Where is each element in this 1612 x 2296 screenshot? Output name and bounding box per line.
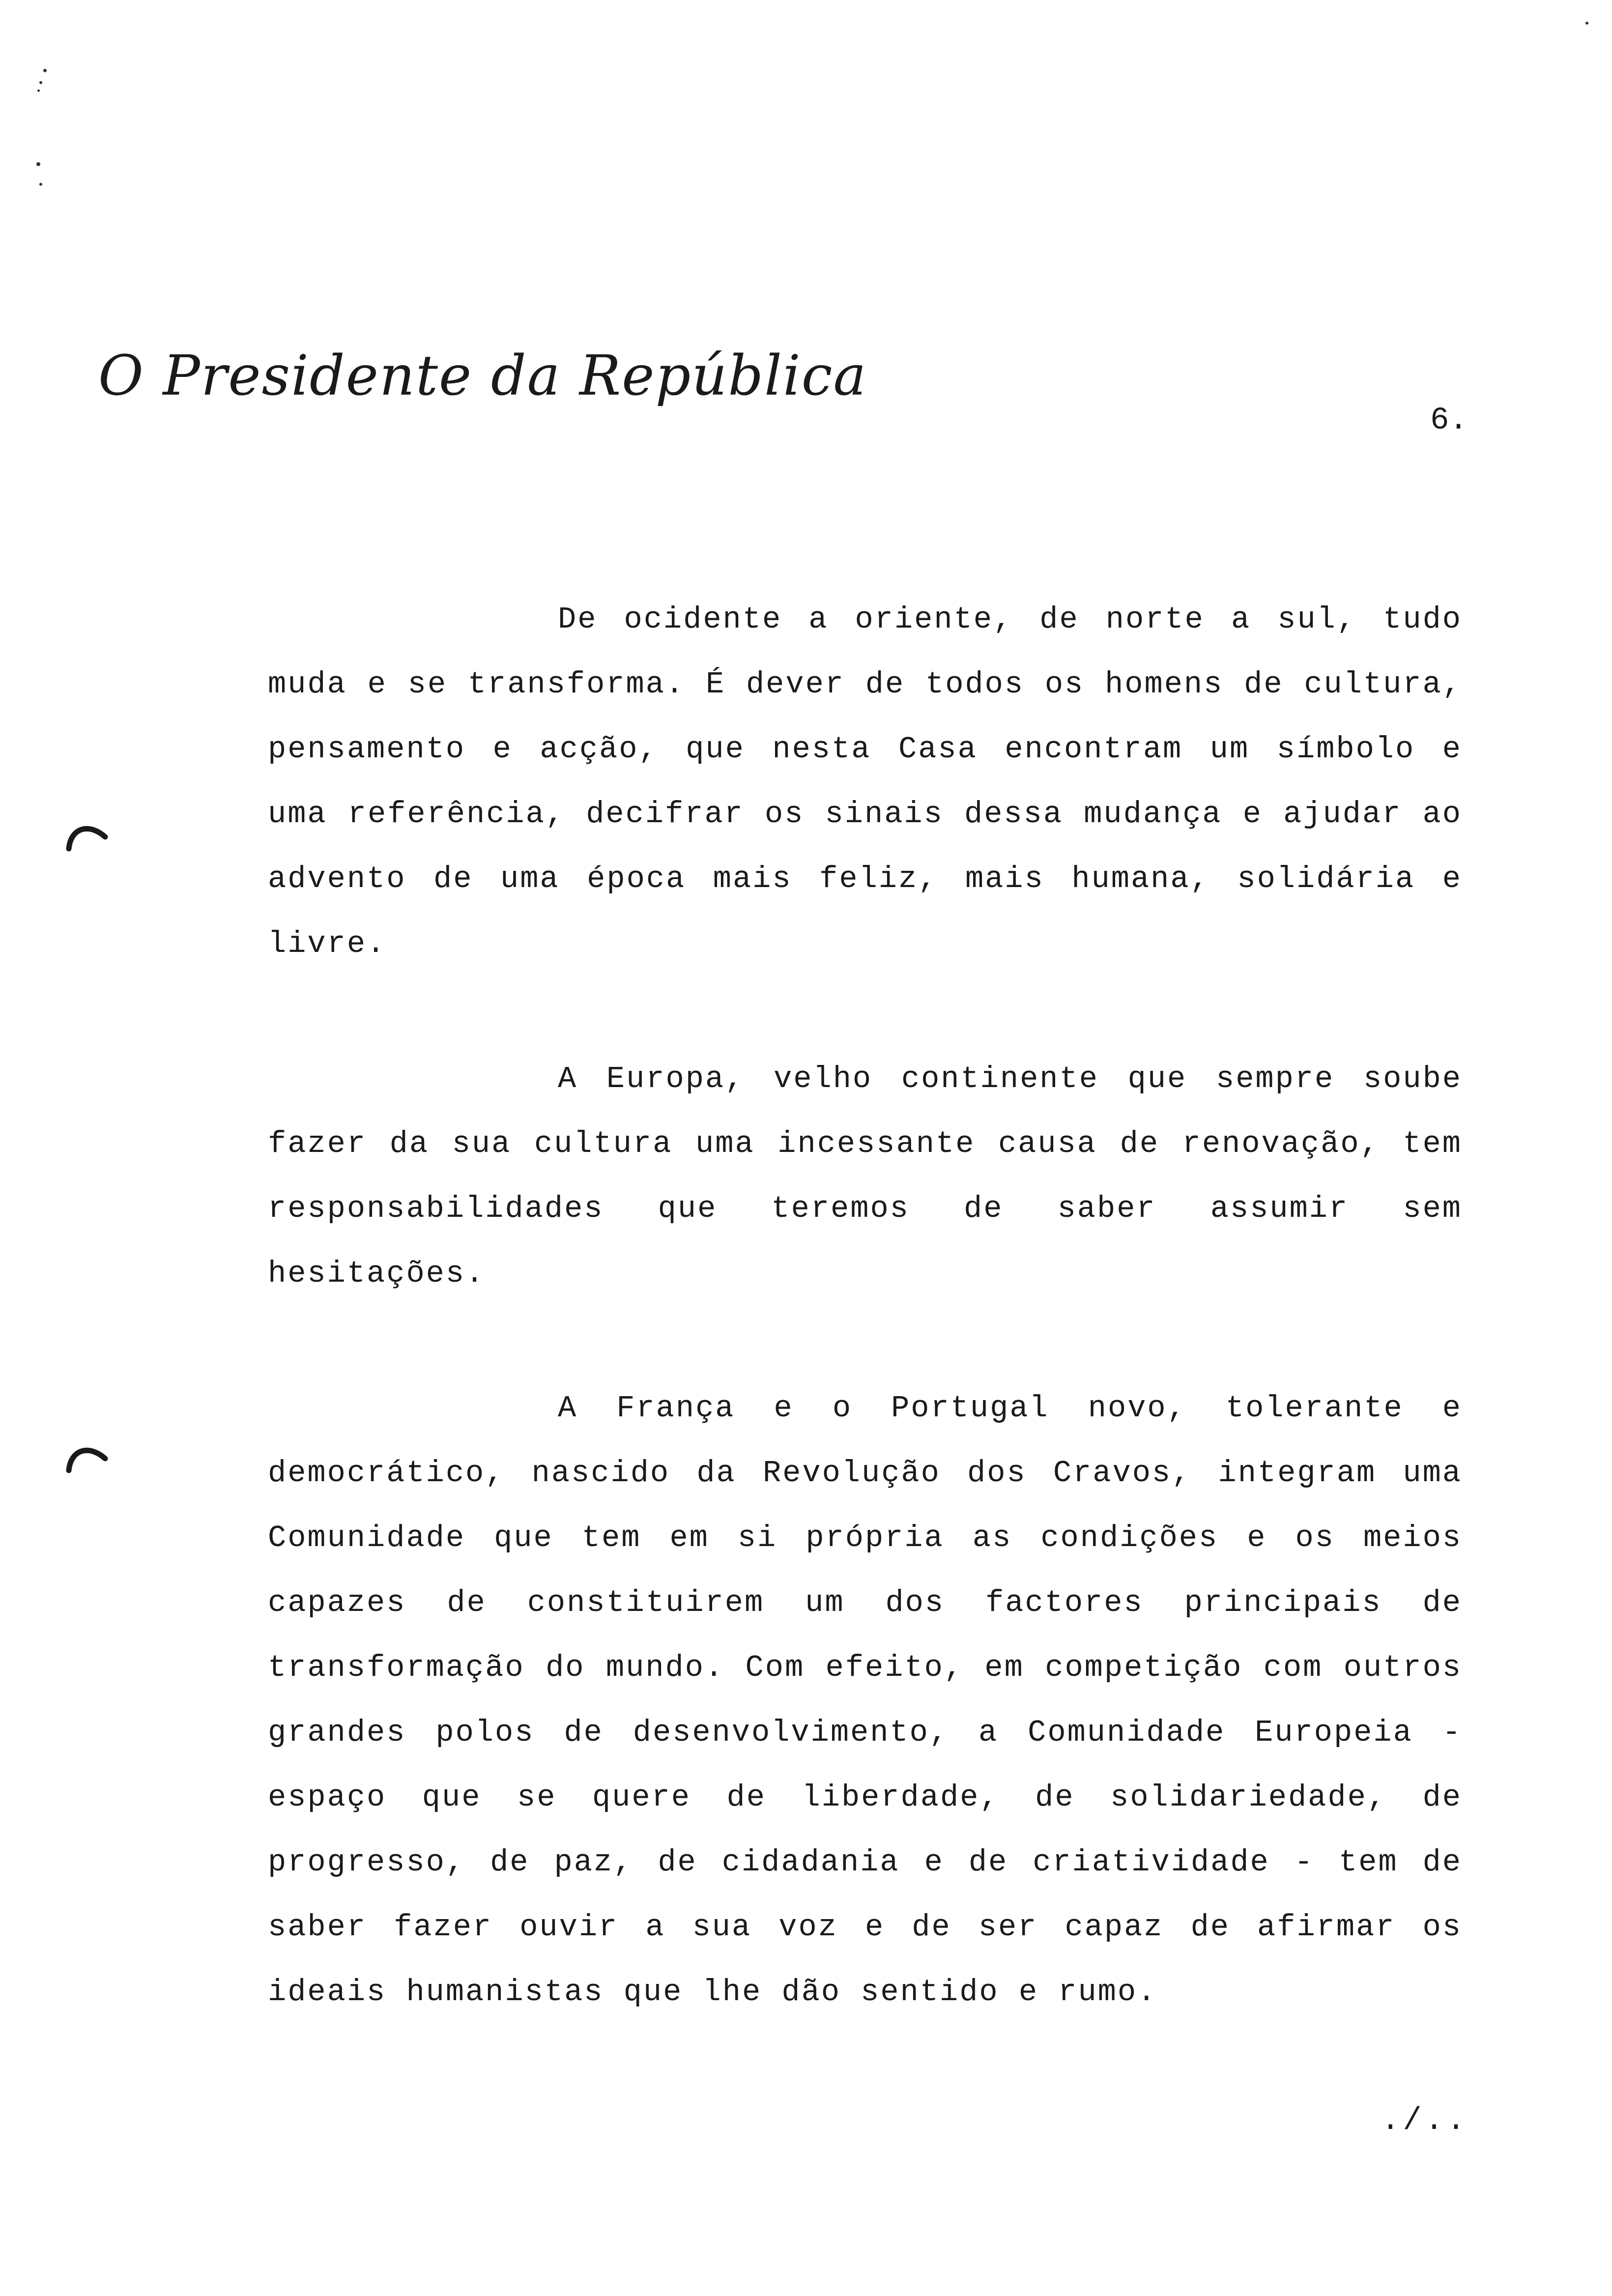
letterhead: O Presidente da República (98, 344, 867, 408)
punch-hole-mark (64, 818, 108, 853)
page-number: 6. (1430, 403, 1468, 438)
scan-speck (43, 69, 47, 72)
continuation-mark: ./.. (1381, 2103, 1468, 2139)
scan-speck (1585, 22, 1588, 25)
scan-speck (37, 89, 40, 92)
paragraph: De ocidente a oriente, de norte a sul, tudo muda e se transforma. É dever de todos os homens de cultura, pensamento e acção, que nesta Casa encontram um símbolo e uma referência, decifrar os sinais dessa mudança e ajudar ao advento de uma época mais feliz, mais humana, solidária e livre. (268, 602, 1462, 961)
scan-speck (39, 183, 42, 186)
punch-hole-mark (64, 1440, 108, 1474)
paragraph: A França e o Portugal novo, tolerante e democrático, nascido da Revolução dos Cravos, integram uma Comunidade que tem em si própria as condições e os meios capazes de constituirem um dos factores principais de transformação do mundo. Com efeito, em competição com outros grandes polos de desenvolvimento, a Comunidade Europeia - espaço que se quere de liberdade, de solidariedade, de progresso, de paz, de cidadania e de criatividade - tem de saber fazer ouvir a sua voz e de ser capaz de afirmar os ideais humanistas que lhe dão sentido e rumo. (268, 1391, 1462, 2009)
scan-speck (39, 81, 42, 84)
scan-speck (36, 162, 40, 166)
paragraph: A Europa, velho continente que sempre soube fazer da sua cultura uma incessante causa de renovação, tem responsabilidades que teremos de saber assumir sem hesitações. (268, 1062, 1462, 1291)
